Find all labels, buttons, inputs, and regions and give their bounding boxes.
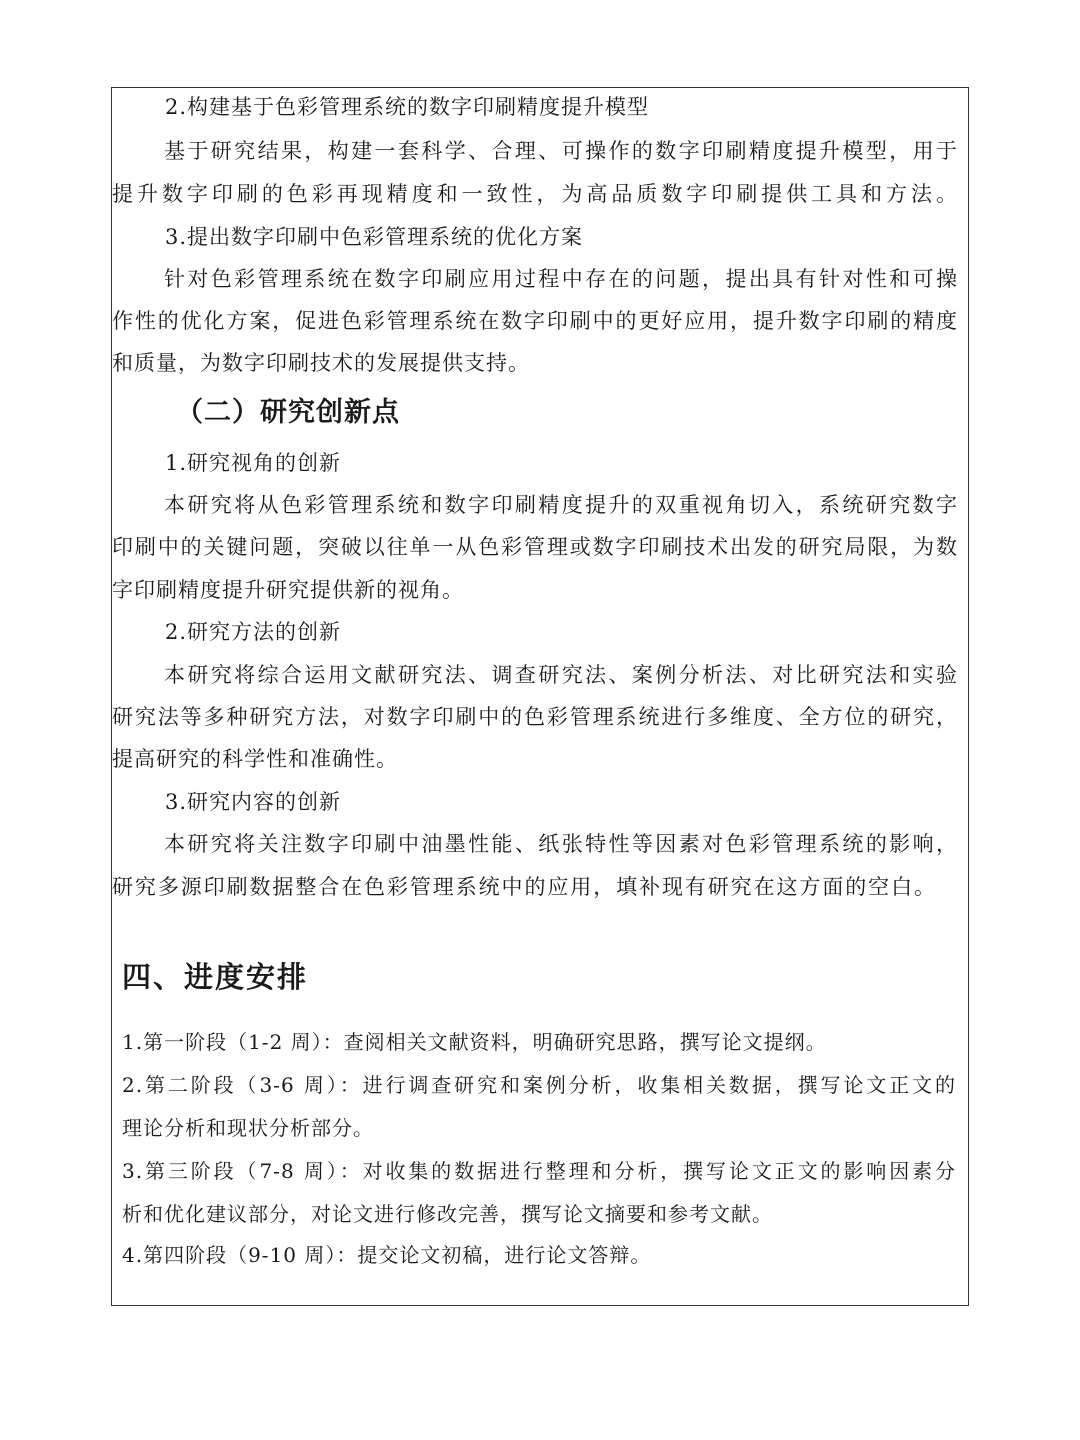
innovation-2-body-line: 研究法等多种研究方法，对数字印刷中的色彩管理系统进行多维度、全方位的研究， bbox=[112, 705, 958, 729]
schedule-line: 析和优化建议部分，对论文进行修改完善，撰写论文摘要和参考文献。 bbox=[122, 1202, 773, 1226]
innovation-3-body-line: 研究多源印刷数据整合在色彩管理系统中的应用，填补现有研究在这方面的空白。 bbox=[112, 875, 936, 899]
schedule-line: 3.第三阶段（7-8 周）：对收集的数据进行整理和分析，撰写论文正文的影响因素分 bbox=[122, 1159, 956, 1183]
objective-2-body-line: 基于研究结果，构建一套科学、合理、可操作的数字印刷精度提升模型，用于 bbox=[164, 139, 958, 163]
innovation-3-title: 3.研究内容的创新 bbox=[165, 790, 342, 814]
innovation-1-body-line: 字印刷精度提升研究提供新的视角。 bbox=[112, 578, 464, 602]
schedule-heading: 四、进度安排 bbox=[122, 960, 309, 994]
objective-3-body-line: 针对色彩管理系统在数字印刷应用过程中存在的问题，提出具有针对性和可操 bbox=[164, 267, 958, 291]
schedule-line: 2.第二阶段（3-6 周）：进行调查研究和案例分析，收集相关数据，撰写论文正文的 bbox=[122, 1073, 956, 1097]
innovation-heading: （二）研究创新点 bbox=[176, 397, 400, 428]
schedule-line: 1.第一阶段（1-2 周）：查阅相关文献资料，明确研究思路，撰写论文提纲。 bbox=[122, 1030, 827, 1054]
schedule-line: 理论分析和现状分析部分。 bbox=[122, 1116, 374, 1140]
objective-2-title: 2.构建基于色彩管理系统的数字印刷精度提升模型 bbox=[165, 95, 650, 119]
innovation-2-title: 2.研究方法的创新 bbox=[165, 620, 342, 644]
objective-3-title: 3.提出数字印刷中色彩管理系统的优化方案 bbox=[165, 225, 584, 249]
objective-3-body-line: 和质量，为数字印刷技术的发展提供支持。 bbox=[112, 351, 530, 375]
innovation-2-body-line: 本研究将综合运用文献研究法、调查研究法、案例分析法、对比研究法和实验 bbox=[164, 663, 958, 687]
innovation-2-body-line: 提高研究的科学性和准确性。 bbox=[112, 747, 398, 771]
innovation-1-body-line: 本研究将从色彩管理系统和数字印刷精度提升的双重视角切入，系统研究数字 bbox=[164, 493, 958, 517]
objective-2-body-line: 提升数字印刷的色彩再现精度和一致性，为高品质数字印刷提供工具和方法。 bbox=[112, 182, 958, 206]
innovation-1-body-line: 印刷中的关键问题，突破以往单一从色彩管理或数字印刷技术出发的研究局限，为数 bbox=[112, 535, 958, 559]
innovation-1-title: 1.研究视角的创新 bbox=[165, 451, 342, 475]
objective-3-body-line: 作性的优化方案，促进色彩管理系统在数字印刷中的更好应用，提升数字印刷的精度 bbox=[112, 309, 958, 333]
schedule-line: 4.第四阶段（9-10 周）：提交论文初稿，进行论文答辩。 bbox=[122, 1243, 652, 1267]
innovation-3-body-line: 本研究将关注数字印刷中油墨性能、纸张特性等因素对色彩管理系统的影响， bbox=[164, 832, 958, 856]
